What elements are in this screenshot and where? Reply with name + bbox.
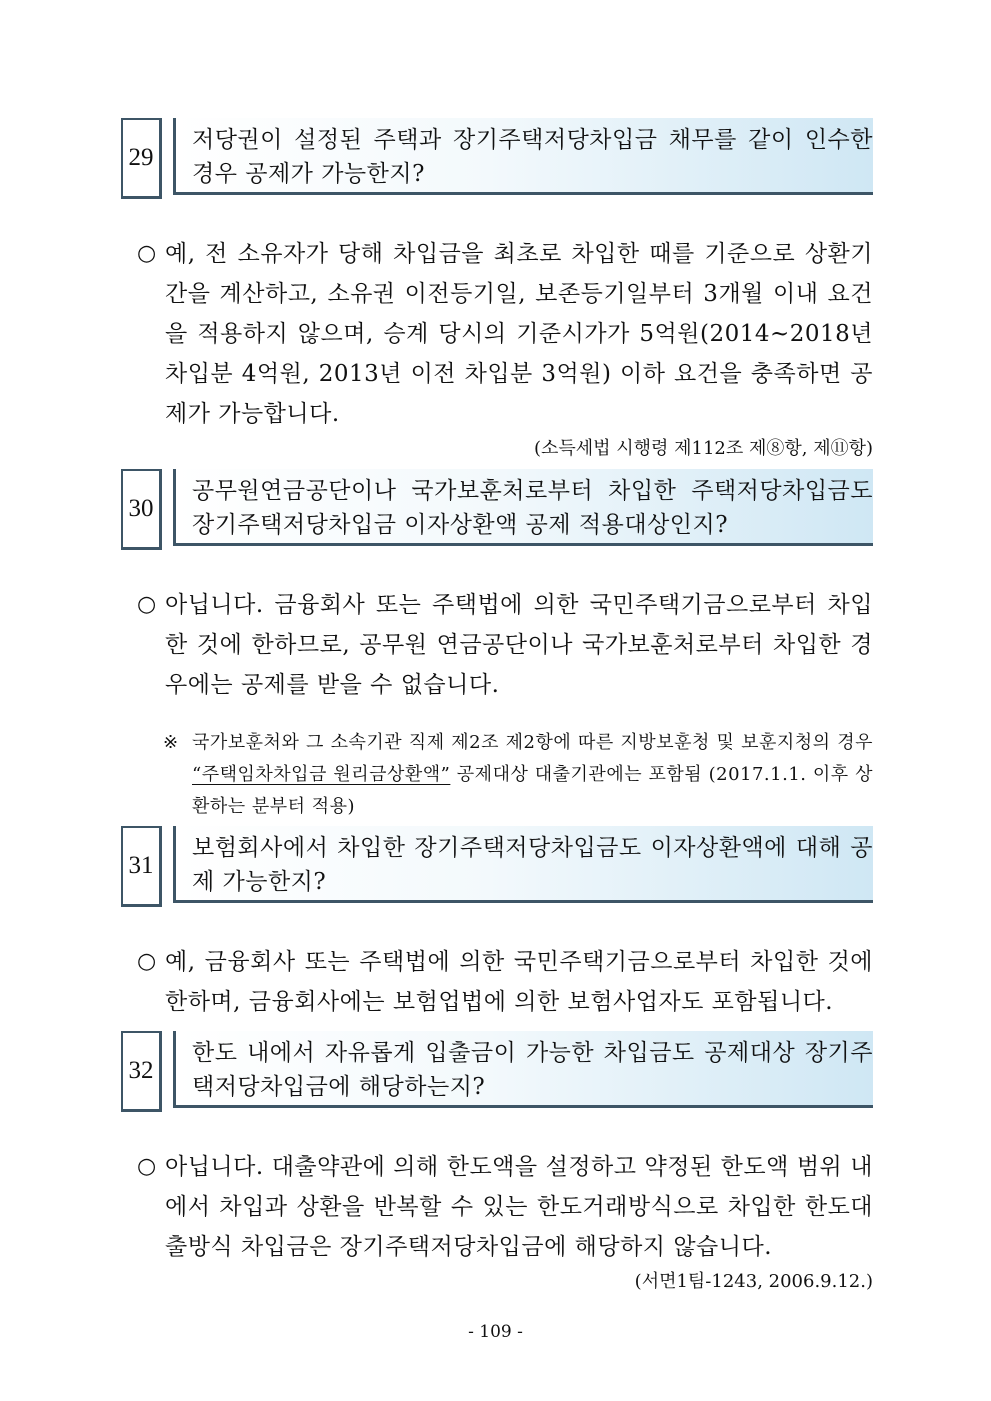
answer-text: 아닙니다. 금융회사 또는 주택법에 의한 국민주택기금으로부터 차입한 것에 한하므로, 공무원 연금공단이나 국가보훈처로부터 차입한 경우에는 공제를 받을 수 없습니다. bbox=[165, 592, 873, 698]
answer-text: 예, 전 소유자가 당해 차입금을 최초로 차입한 때를 기준으로 상환기간을 계산하고, 소유권 이전등기일, 보존등기일부터 3개월 이내 요건을 적용하지 않으며, 승계 당시의 기준시가가 5억원(2014~2018년 차입분 4억원, 2013년 이전 차입분 3억원) 이하 요건을 충족하면 공제가 가능합니다. bbox=[165, 241, 873, 427]
question-box bbox=[173, 118, 873, 195]
answer-bullet: ○ bbox=[137, 241, 157, 266]
question-header bbox=[121, 826, 873, 908]
question-text: 보험회사에서 차입한 장기주택저당차입금도 이자상환액에 대해 공제 가능한지? bbox=[192, 835, 873, 895]
question-number: 30 bbox=[121, 469, 162, 550]
question-header bbox=[121, 1031, 873, 1113]
question-header bbox=[121, 469, 873, 551]
note-text-after: 공제대상 대출기관에는 포함됨 (2017.1.1. 이후 상환하는 분부터 적용) bbox=[192, 764, 874, 817]
note-text-before: 국가보훈처와 그 소속기관 직제 제2조 제2항에 따른 지방보훈청 및 보훈지청의 경우 bbox=[192, 732, 873, 753]
qa-item-31 bbox=[121, 826, 873, 1022]
question-text: 한도 내에서 자유롭게 입출금이 가능한 차입금도 공제대상 장기주택저당차입금에 해당하는지? bbox=[192, 1040, 873, 1100]
answer bbox=[121, 942, 873, 1022]
question-text: 저당권이 설정된 주택과 장기주택저당차입금 채무를 같이 인수한 경우 공제가 가능한지? bbox=[192, 127, 873, 187]
question-box bbox=[173, 1031, 873, 1108]
legal-reference: (소득세법 시행령 제112조 제⑧항, 제⑪항) bbox=[533, 438, 873, 459]
note-underlined-term: “주택임차차입금 원리금상환액” bbox=[192, 764, 451, 785]
note-text bbox=[192, 727, 873, 823]
answer-bullet: ○ bbox=[137, 592, 157, 617]
answer-bullet: ○ bbox=[137, 1154, 157, 1179]
answer-bullet: ○ bbox=[137, 949, 157, 974]
question-header bbox=[121, 118, 873, 200]
qa-item-30 bbox=[121, 469, 873, 823]
question-text: 공무원연금공단이나 국가보훈처로부터 차입한 주택저당차입금도 장기주택저당차입금 이자상환액 공제 적용대상인지? bbox=[192, 478, 873, 538]
note-mark: ※ bbox=[163, 732, 179, 753]
answer-text: 아닙니다. 대출약관에 의해 한도액을 설정하고 약정된 한도액 범위 내에서 차입과 상환을 반복할 수 있는 한도거래방식으로 차입한 한도대출방식 차입금은 장기주택저당차입금에 해당하지 않습니다. bbox=[165, 1154, 873, 1260]
answer bbox=[121, 234, 873, 434]
answer bbox=[121, 1147, 873, 1267]
qa-item-32 bbox=[121, 1031, 873, 1295]
question-box bbox=[173, 469, 873, 546]
question-number: 31 bbox=[121, 826, 162, 907]
question-box bbox=[173, 826, 873, 903]
legal-reference: (서면1팀-1243, 2006.9.12.) bbox=[634, 1271, 873, 1292]
question-number: 29 bbox=[121, 118, 162, 199]
note bbox=[121, 727, 873, 823]
page-number: - 109 - bbox=[468, 1322, 523, 1342]
qa-item-29 bbox=[121, 118, 873, 462]
question-number: 32 bbox=[121, 1031, 162, 1112]
answer-text: 예, 금융회사 또는 주택법에 의한 국민주택기금으로부터 차입한 것에 한하며, 금융회사에는 보험업법에 의한 보험사업자도 포함됩니다. bbox=[165, 949, 873, 1015]
answer bbox=[121, 585, 873, 705]
